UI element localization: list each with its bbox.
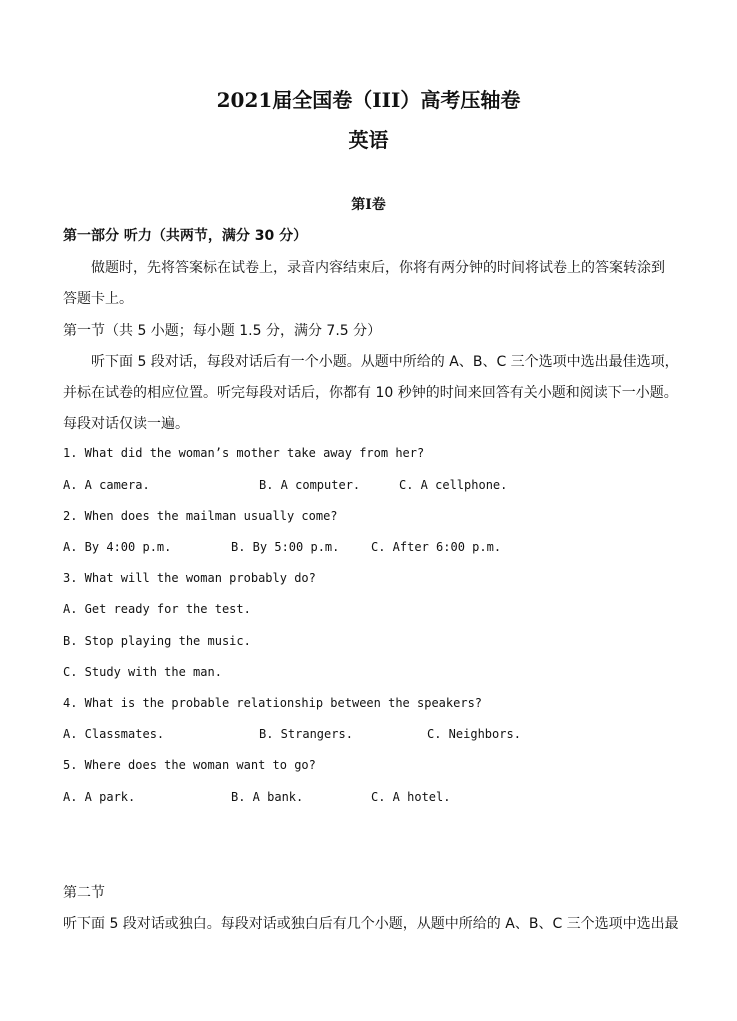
question-3: 3. What will the woman probably do? — [63, 571, 316, 585]
q5-option-b: B. A bank. — [231, 790, 304, 804]
exam-title: 2021届全国卷（III）高考压轴卷 — [216, 88, 521, 112]
q5-option-c: C. A hotel. — [371, 790, 451, 804]
q1-option-a: A. A camera. — [63, 478, 150, 492]
question-1: 1. What did the woman’s mother take away from her? — [63, 446, 425, 460]
q2-option-a: A. By 4:00 p.m. — [63, 540, 172, 554]
question-2: 2. When does the mailman usually come? — [63, 509, 338, 523]
q4-option-c: C. Neighbors. — [427, 727, 521, 741]
part-one-intro-line2: 答题卡上。 — [63, 291, 133, 307]
q4-option-b: B. Strangers. — [259, 727, 353, 741]
section-one-instr-line2: 并标在试卷的相应位置。听完每段对话后，你都有 10 秒钟的时间来回答有关小题和阅读下一小题。 — [63, 385, 678, 401]
volume-label: 第Ⅰ卷 — [351, 197, 386, 213]
q3-option-b: B. Stop playing the music. — [63, 634, 251, 648]
section-one-instr-line1: 听下面 5 段对话，每段对话后有一个小题。从题中所给的 A、B、C 三个选项中选出最佳选项， — [91, 354, 679, 370]
q2-option-b: B. By 5:00 p.m. — [231, 540, 340, 554]
q5-option-a: A. A park. — [63, 790, 136, 804]
part-one-intro-line1: 做题时，先将答案标在试卷上，录音内容结束后，你将有两分钟的时间将试卷上的答案转涂到 — [91, 260, 665, 276]
question-4: 4. What is the probable relationship between the speakers? — [63, 696, 483, 710]
q1-option-b: B. A computer. — [259, 478, 361, 492]
question-5: 5. Where does the woman want to go? — [63, 758, 316, 772]
q2-option-c: C. After 6:00 p.m. — [371, 540, 502, 554]
q1-option-c: C. A cellphone. — [399, 478, 508, 492]
section-two-instr-line1: 听下面 5 段对话或独白。每段对话或独白后有几个小题，从题中所给的 A、B、C 三个选项中选出最 — [63, 916, 679, 932]
q3-option-a: A. Get ready for the test. — [63, 602, 251, 616]
section-one-heading: 第一节（共 5 小题；每小题 1.5 分，满分 7.5 分） — [63, 323, 382, 339]
q4-option-a: A. Classmates. — [63, 727, 165, 741]
section-two-heading: 第二节 — [63, 885, 105, 901]
part-one-heading: 第一部分 听力（共两节，满分 30 分） — [63, 228, 308, 244]
subject-title: 英语 — [348, 128, 389, 152]
section-one-instr-line3: 每段对话仅读一遍。 — [63, 416, 189, 432]
q3-option-c: C. Study with the man. — [63, 665, 222, 679]
